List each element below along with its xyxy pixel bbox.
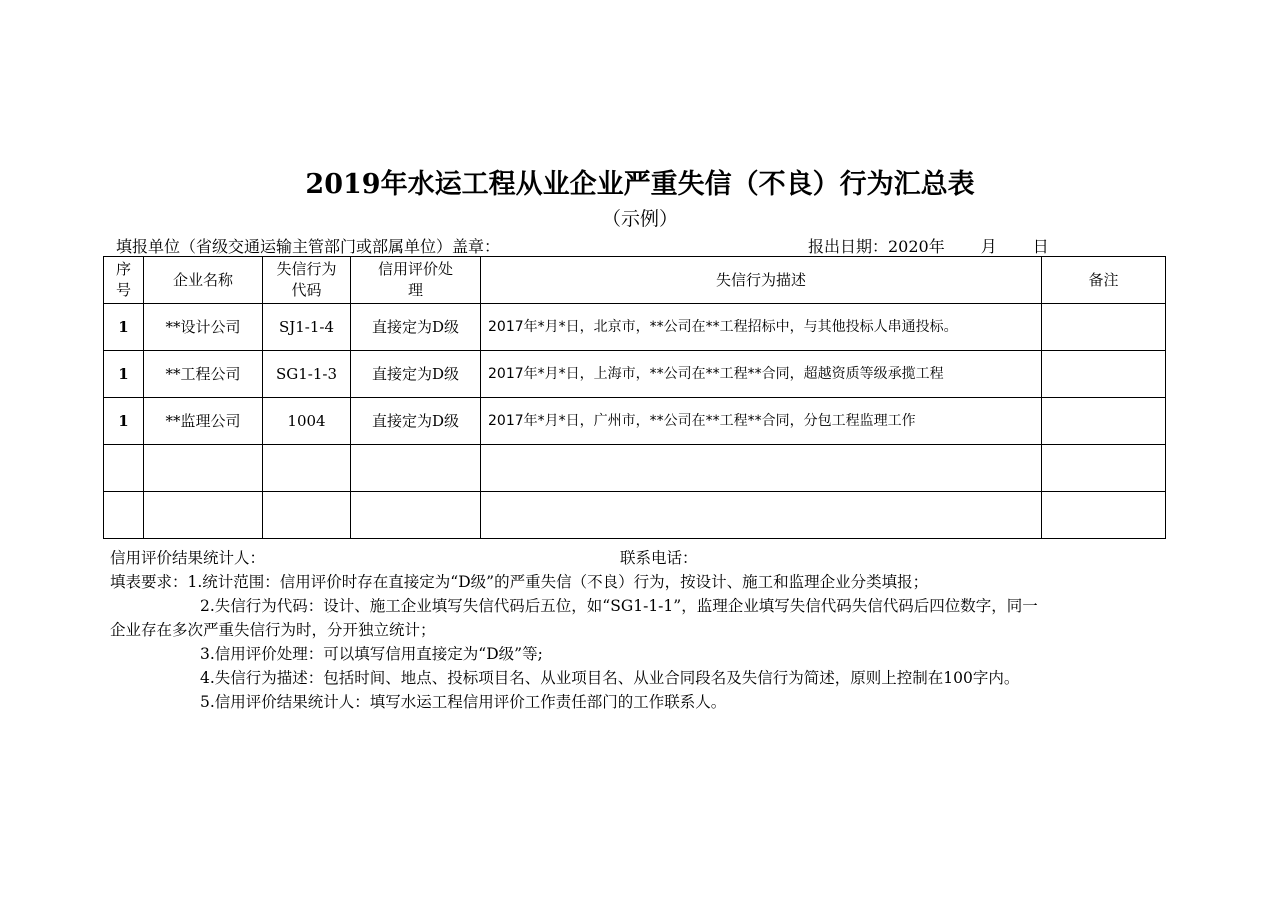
cell-evaluation: 直接定为D级 xyxy=(351,304,481,351)
cell-evaluation xyxy=(351,492,481,539)
header-code: 失信行为代码 xyxy=(263,257,351,304)
report-date-day: 日 xyxy=(1032,237,1049,256)
cell-company: **工程公司 xyxy=(144,351,263,398)
table-row xyxy=(104,351,1166,398)
header-company: 企业名称 xyxy=(144,257,263,304)
header-seq: 序号 xyxy=(104,257,144,304)
cell-remarks xyxy=(1042,398,1166,445)
table-header-row xyxy=(104,257,1166,304)
summary-table xyxy=(103,256,1166,539)
table-row xyxy=(104,304,1166,351)
requirement-2: 2.失信行为代码：设计、施工企业填写失信代码后五位，如“SG1-1-1”，监理企业填写失信代码失信代码后四位数字，同一 xyxy=(200,597,1038,615)
cell-seq xyxy=(104,445,144,492)
table-row xyxy=(104,445,1166,492)
requirement-2-continued: 企业存在多次严重失信行为时，分开独立统计； xyxy=(110,621,436,639)
requirement-3: 3.信用评价处理：可以填写信用直接定为“D级”等; xyxy=(200,645,543,663)
cell-description xyxy=(481,492,1042,539)
cell-code: 1004 xyxy=(263,398,351,445)
cell-code: SJ1-1-4 xyxy=(263,304,351,351)
report-date-label: 报出日期：2020年 xyxy=(808,237,945,256)
document-subtitle: （示例） xyxy=(601,208,678,230)
cell-evaluation xyxy=(351,445,481,492)
cell-seq: 1 xyxy=(104,398,144,445)
header-description: 失信行为描述 xyxy=(481,257,1042,304)
cell-evaluation: 直接定为D级 xyxy=(351,351,481,398)
requirement-5: 5.信用评价结果统计人：填写水运工程信用评价工作责任部门的工作联系人。 xyxy=(200,693,727,711)
cell-company: **设计公司 xyxy=(144,304,263,351)
cell-remarks xyxy=(1042,445,1166,492)
cell-seq: 1 xyxy=(104,304,144,351)
cell-description: 2017年*月*日，北京市，**公司在**工程招标中，与其他投标人串通投标。 xyxy=(481,304,1042,351)
cell-seq xyxy=(104,492,144,539)
cell-description: 2017年*月*日，广州市，**公司在**工程**合同，分包工程监理工作 xyxy=(481,398,1042,445)
requirement-1: 填表要求：1.统计范围：信用评价时存在直接定为“D级”的严重失信（不良）行为，按设计、施工和监理企业分类填报； xyxy=(110,573,929,591)
cell-code: SG1-1-3 xyxy=(263,351,351,398)
cell-remarks xyxy=(1042,304,1166,351)
statistician-label: 信用评价结果统计人： xyxy=(110,549,266,567)
table-row xyxy=(104,492,1166,539)
cell-description xyxy=(481,445,1042,492)
cell-seq: 1 xyxy=(104,351,144,398)
cell-company xyxy=(144,492,263,539)
cell-code xyxy=(263,445,351,492)
filing-unit-label: 填报单位（省级交通运输主管部门或部属单位）盖章： xyxy=(116,237,501,256)
cell-code xyxy=(263,492,351,539)
report-date-month: 月 xyxy=(980,237,997,256)
requirement-4: 4.失信行为描述：包括时间、地点、投标项目名、从业项目名、从业合同段名及失信行为简述，原则上控制在100字内。 xyxy=(200,669,1020,687)
cell-remarks xyxy=(1042,351,1166,398)
cell-evaluation: 直接定为D级 xyxy=(351,398,481,445)
header-evaluation: 信用评价处理 xyxy=(351,257,481,304)
cell-description: 2017年*月*日，上海市，**公司在**工程**合同，超越资质等级承揽工程 xyxy=(481,351,1042,398)
table-row xyxy=(104,398,1166,445)
header-remarks: 备注 xyxy=(1042,257,1166,304)
cell-company: **监理公司 xyxy=(144,398,263,445)
cell-remarks xyxy=(1042,492,1166,539)
document-title: 2019年水运工程从业企业严重失信（不良）行为汇总表 xyxy=(305,169,975,200)
cell-company xyxy=(144,445,263,492)
report-date xyxy=(808,234,1049,257)
phone-label: 联系电话： xyxy=(620,549,698,567)
